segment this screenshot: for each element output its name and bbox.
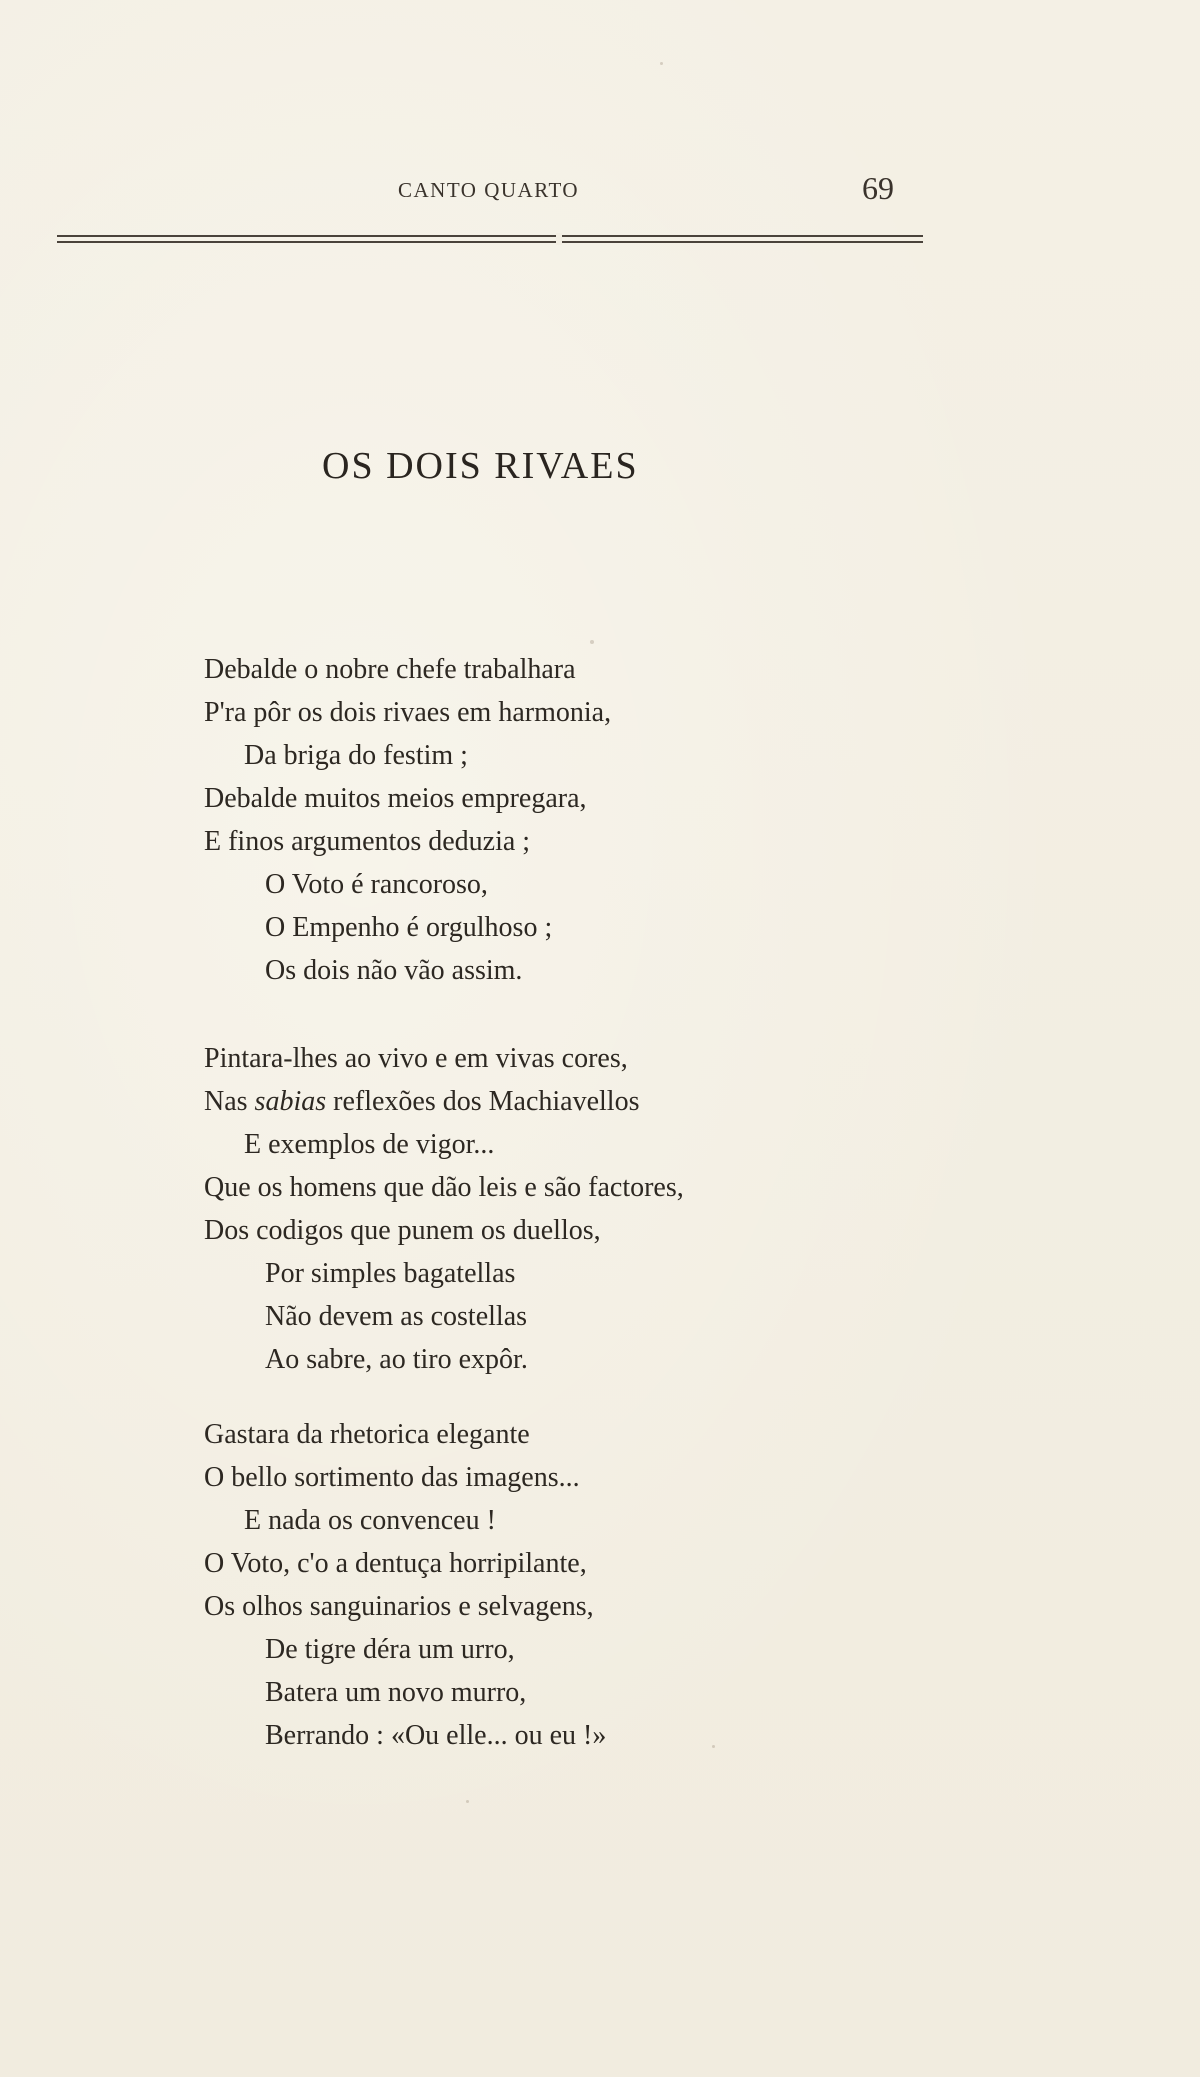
verse-line: Ao sabre, ao tiro expôr. xyxy=(265,1344,528,1375)
verse-line: Batera um novo murro, xyxy=(265,1677,527,1708)
verse-line: Os dois não vão assim. xyxy=(265,955,523,986)
stanza-3 xyxy=(204,1413,904,1757)
header-rule-ornament xyxy=(556,233,562,245)
header-rule-bottom xyxy=(57,241,923,243)
verse-line: Os olhos sanguinarios e selvagens, xyxy=(204,1591,594,1622)
running-head: CANTO QUARTO xyxy=(398,178,580,202)
poem-title: OS DOIS RIVAES xyxy=(322,445,639,487)
paper-speck xyxy=(660,62,663,65)
verse-line: E nada os convenceu ! xyxy=(244,1505,496,1536)
verse-line: O Voto é rancoroso, xyxy=(265,869,488,900)
verse-word: Nas xyxy=(204,1086,248,1117)
verse-line: Pintara-lhes ao vivo e em vivas cores, xyxy=(204,1043,628,1074)
verse-line xyxy=(204,1080,904,1123)
verse-line: Berrando : «Ou elle... ou eu !» xyxy=(265,1720,607,1751)
page-number: 69 xyxy=(862,170,894,206)
verse-line: Debalde muitos meios empregara, xyxy=(204,783,587,814)
verse-line: Por simples bagatellas xyxy=(265,1258,516,1289)
verse-line: Que os homens que dão leis e são factores, xyxy=(204,1172,684,1203)
paper-speck xyxy=(466,1800,469,1803)
verse-line: Debalde o nobre chefe trabalhara xyxy=(204,654,576,685)
verse-line: O Voto, c'o a dentuça horripilante, xyxy=(204,1548,587,1579)
stanza-2 xyxy=(204,1037,904,1381)
verse-line: O bello sortimento das imagens... xyxy=(204,1462,580,1493)
verse-line: Não devem as costellas xyxy=(265,1301,528,1332)
verse-line: O Empenho é orgulhoso ; xyxy=(265,912,553,943)
verse-line: P'ra pôr os dois rivaes em harmonia, xyxy=(204,697,612,728)
verse-line: De tigre déra um urro, xyxy=(265,1634,515,1665)
italic-word: sabias xyxy=(254,1086,327,1117)
paper-speck xyxy=(590,640,594,644)
verse-line: E finos argumentos deduzia ; xyxy=(204,826,531,857)
verse-line: Gastara da rhetorica elegante xyxy=(204,1419,530,1450)
stanza-1 xyxy=(204,648,904,992)
header-rule-top xyxy=(57,235,923,237)
verse-line: Da briga do festim ; xyxy=(244,740,468,771)
verse-line: E exemplos de vigor... xyxy=(244,1129,495,1160)
verse-word: reflexões dos Machiavellos xyxy=(333,1086,640,1117)
paper-speck xyxy=(712,1745,715,1748)
verse-line: Dos codigos que punem os duellos, xyxy=(204,1215,601,1246)
